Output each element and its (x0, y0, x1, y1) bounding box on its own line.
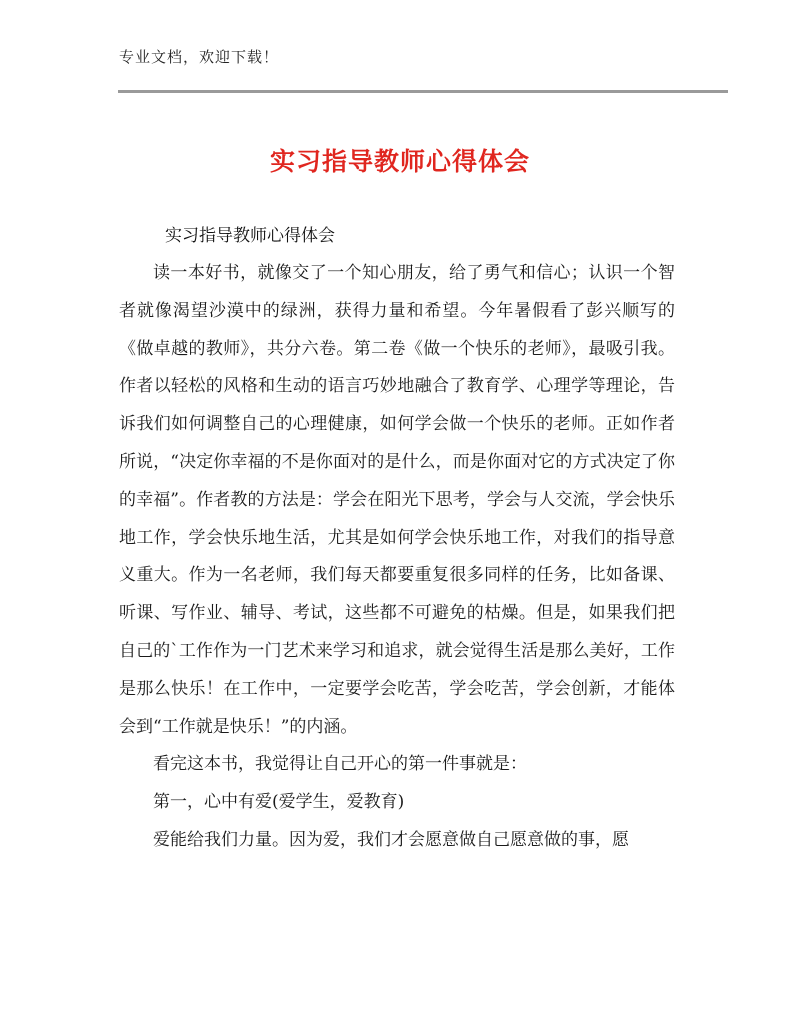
document-body (119, 255, 675, 860)
header-note: 专业文档，欢迎下载！ (119, 48, 280, 66)
section-heading: 实习指导教师心得体会 (165, 226, 335, 246)
paragraph: 爱能给我们力量。因为爱，我们才会愿意做自己愿意做的事，愿 (153, 829, 629, 850)
paragraph: 读一本好书，就像交了一个知心朋友，给了勇气和信心；认识一个智者就像渴望沙漠中的绿洲，获得力量和希望。今年暑假看了彭兴顺写的《做卓越的教师》，共分六卷。第二卷《做一个快乐的老师》，最吸引我。作者以轻松的风格和生动的语言巧妙地融合了教育学、心理学等理论，告诉我们如何调整自己的心理健康，如何学会做一个快乐的老师。正如作者所说，“决定你幸福的不是你面对的是什么，而是你面对它的方式决定了你的幸福”。作者教的方法是：学会在阳光下思考，学会与人交流，学会快乐地工作，学会快乐地生活，尤其是如何学会快乐地工作，对我们的指导意义重大。作为一名老师，我们每天都要重复很多同样的任务，比如备课、听课、写作业、辅导、考试，这些都不可避免的枯燥。但是，如果我们把自己的`工作作为一门艺术来学习和追求，就会觉得生活是那么美好，工作是那么快乐！在工作中，一定要学会吃苦，学会吃苦，学会创新，才能体会到“工作就是快乐！”的内涵。 (119, 263, 675, 737)
paragraph: 看完这本书，我觉得让自己开心的第一件事就是： (153, 754, 527, 775)
paragraph: 第一，心中有爱(爱学生，爱教育) (153, 792, 405, 813)
header-divider (118, 90, 728, 93)
document-title: 实习指导教师心得体会 (269, 147, 530, 176)
